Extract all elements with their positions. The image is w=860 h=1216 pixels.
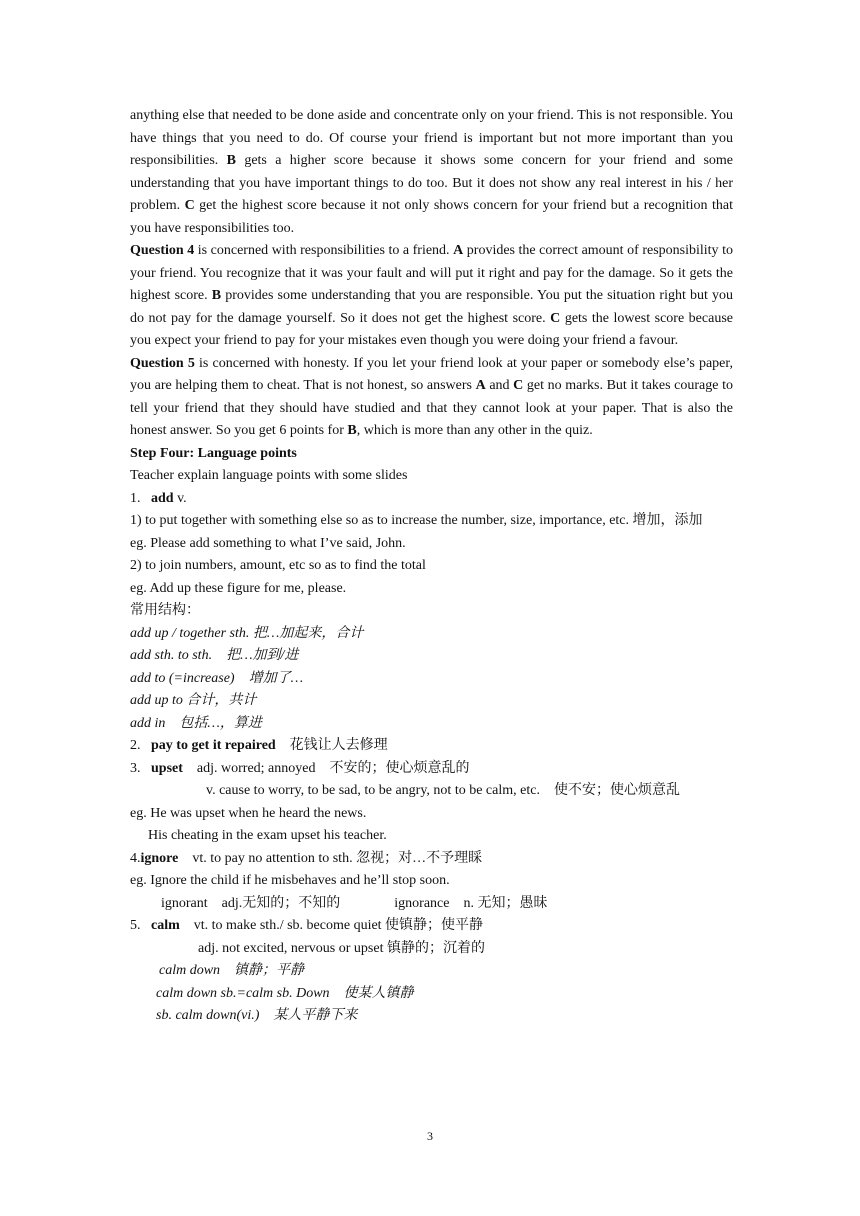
- structure-line: add sth. to sth. 把…加到/进: [130, 648, 299, 663]
- item-add-example-1: eg. Please add something to what I’ve said, John.: [130, 535, 406, 551]
- section-heading: Step Four: Language points: [130, 445, 297, 461]
- phrase-line: sb. calm down(vi.) 某人平静下来: [156, 1008, 358, 1023]
- phrase-line: calm down sb.=calm sb. Down 使某人镇静: [156, 985, 414, 1001]
- section-intro: Teacher explain language points with some slides: [130, 468, 408, 483]
- item-add-definition-2: 2) to join numbers, amount, etc so as to find the total: [130, 558, 426, 573]
- paragraph-question4: Question 4 is concerned with responsibilities to a friend. A provides the correct amount of responsibility to your friend. You recognize that it was your fault and will put it right and pay for the damage. So it gets the highest score. B provides some understanding that you are responsible. You put the situation right but you do not pay for the damage yourself. So it does not get the highest score. C gets the lowest score because you expect your friend to pay for your mistakes even though you were doing your friend a favour.: [130, 243, 733, 348]
- question5-label: Question 5: [130, 355, 195, 371]
- item-upset-heading: 3. upset adj. worred; annoyed 不安的；使心烦意乱的: [130, 760, 470, 776]
- item-calm-heading: 5. calm vt. to make sth./ sb. become quiet 使镇静；使平静: [130, 918, 484, 933]
- document-body: [130, 105, 733, 1028]
- paragraph-question3-explanation: anything else that needed to be done aside and concentrate only on your friend. This is not responsible. You have things that you need to do. Of course your friend is important but not more important than you responsibilities. B gets a higher score because it shows some concern for your friend and some understanding that you have important things to do too. But it does not show any real interest in his / her problem. C get the highest score because it not only shows concern for your friend but a recognition that you have responsibilities too.: [130, 108, 733, 236]
- item-upset-verb: v. cause to worry, to be sad, to be angry, not to be calm, etc. 使不安；使心烦意乱: [206, 783, 680, 798]
- item-add-heading: 1. add v.: [130, 490, 187, 506]
- paragraph-question5: Question 5 is concerned with honesty. If you let your friend look at your paper or somebody else’s paper, you are helping them to cheat. That is not honest, so answers A and C get no marks. But it takes courage to tell your friend that they should have studied and that they cannot look at your paper. That is also the honest answer. So you get 6 points for B, which is more than any other in the quiz.: [130, 355, 733, 438]
- item-upset-example-1: eg. He was upset when he heard the news.: [130, 805, 367, 821]
- page-number: 3: [427, 1129, 433, 1143]
- structure-line: add up to 合计，共计: [130, 693, 257, 708]
- question4-label: Question 4: [130, 243, 195, 258]
- item-add-example-2: eg. Add up these figure for me, please.: [130, 580, 347, 596]
- item-upset-example-2: His cheating in the exam upset his teacher.: [148, 828, 387, 843]
- structure-line: add to (=increase) 增加了…: [130, 670, 304, 686]
- item-ignore-related: ignorant adj.无知的；不知的 ignorance n. 无知；愚昧: [161, 895, 548, 911]
- item-pay-to-get-it-repaired: 2. pay to get it repaired 花钱让人去修理: [130, 738, 388, 753]
- item-add-structure-label: 常用结构：: [130, 603, 200, 618]
- item-calm-adj: adj. not excited, nervous or upset 镇静的；沉着的: [198, 940, 485, 956]
- item-ignore-example: eg. Ignore the child if he misbehaves and he’ll stop soon.: [130, 873, 450, 888]
- phrase-line: calm down 镇静；平静: [159, 963, 305, 978]
- structure-line: add in 包括…，算进: [130, 715, 262, 731]
- item-ignore-heading: 4.ignore vt. to pay no attention to sth. 忽视；对…不予理睬: [130, 850, 483, 866]
- item-add-definition-1: 1) to put together with something else so as to increase the number, size, importance, etc. 增加，添加: [130, 513, 703, 528]
- structure-line: add up / together sth. 把…加起来，合计: [130, 625, 364, 641]
